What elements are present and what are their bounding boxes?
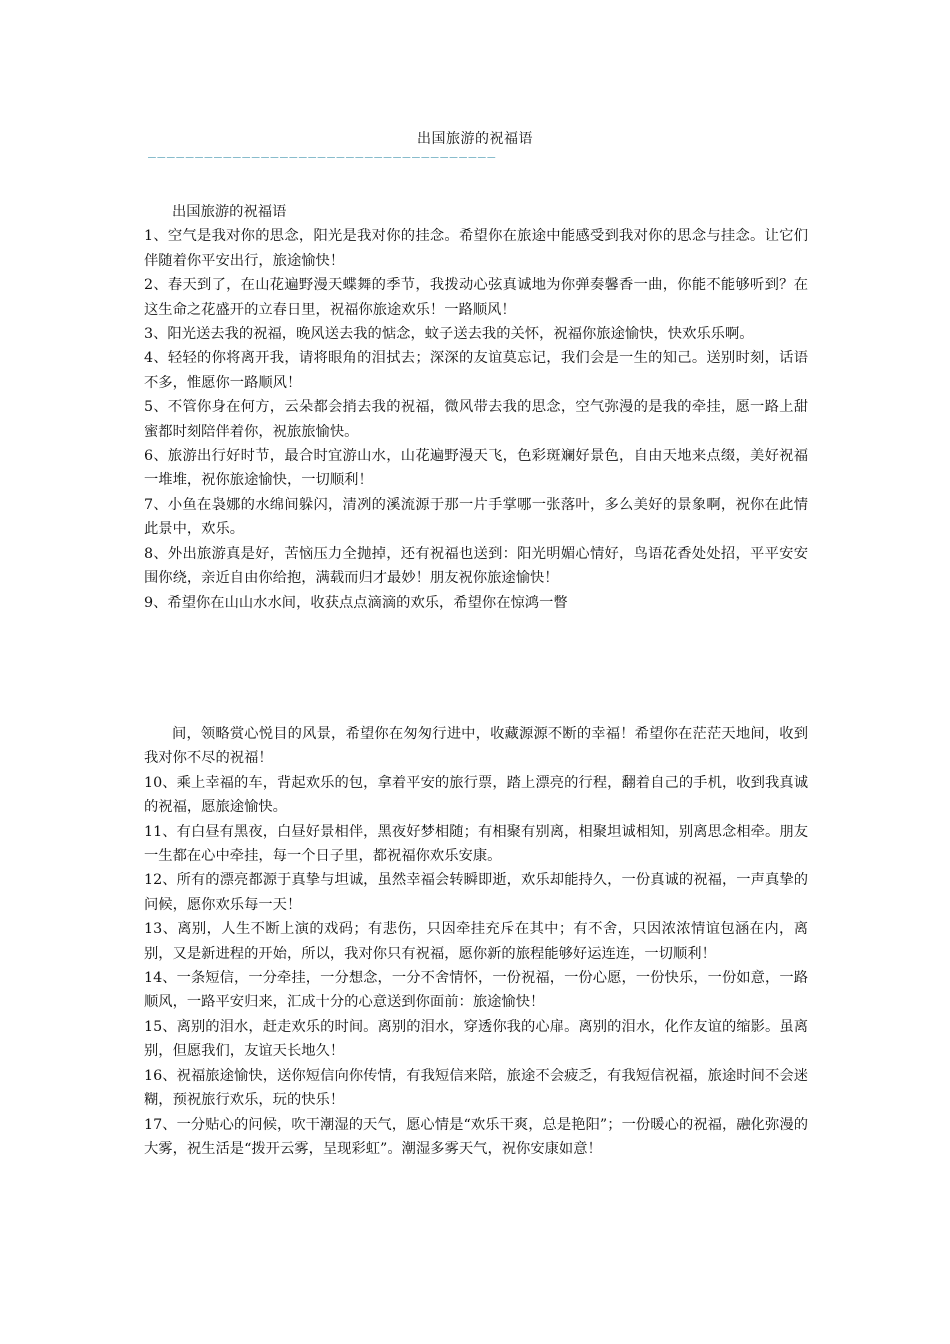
paragraph-7: 7、小鱼在袅娜的水绵间躲闪，清冽的溪流源于那一片手掌哪一张落叶，多么美好的景象啊，祝你在此情此景中，欢乐。 — [144, 496, 808, 538]
paragraph-5: 5、不管你身在何方，云朵都会捎去我的祝福，微风带去我的思念，空气弥漫的是我的牵挂，愿一路上甜蜜都时刻陪伴着你，祝旅旅愉快。 — [144, 399, 808, 440]
paragraph-16: 16、祝福旅途愉快，送你短信向你传情，有我短信来陪，旅途不会疲乏，有我短信祝福，旅途时间不会迷糊，预祝旅行欢乐，玩的快乐！ — [144, 1067, 808, 1109]
paragraph-1: 1、空气是我对你的思念，阳光是我对你的挂念。希望你在旅途中能感受到我对你的思念与挂念。让它们伴随着你平安出行，旅途愉快！ — [144, 228, 808, 269]
paragraph-15: 15、离别的泪水，赶走欢乐的时间。离别的泪水，穿透你我的心扉。离别的泪水，化作友谊的缩影。虽离别，但愿我们，友谊天长地久！ — [144, 1018, 808, 1060]
paragraph-13: 13、离别，人生不断上演的戏码；有悲伤，只因牵挂充斥在其中；有不舍，只因浓浓情谊包涵在内，离别，又是新进程的开始，所以，我对你只有祝福，愿你新的旅程能够好运连连，一切顺利！ — [144, 921, 808, 962]
document-title: 出国旅游的祝福语 — [417, 131, 533, 147]
paragraph-9: 9、希望你在山山水水间，收获点点滴滴的欢乐，希望你在惊鸿一瞥 — [144, 594, 568, 611]
paragraph-2: 2、春天到了，在山花遍野漫天蝶舞的季节，我拨动心弦真诚地为你弹奏馨香一曲，你能不能够听到？在这生命之花盛开的立春日里，祝福你旅途欢乐！一路顺风！ — [144, 277, 808, 318]
paragraph-9-continued: 间，领略赏心悦目的风景，希望你在匆匆行进中，收藏源源不断的幸福！希望你在茫茫天地间，收到我对你不尽的祝福！ — [144, 726, 808, 767]
paragraph-4: 4、轻轻的你将离开我，请将眼角的泪拭去；深深的友谊莫忘记，我们会是一生的知己。送别时刻，话语不多，惟愿你一路顺风！ — [144, 350, 808, 391]
title-divider: ————————————————————————————————————— — [148, 150, 497, 165]
paragraph-14: 14、一条短信，一分牵挂，一分想念，一分不舍情怀，一份祝福，一份心愿，一份快乐，一份如意，一路顺风，一路平安归来，汇成十分的心意送到你面前：旅途愉快！ — [144, 970, 808, 1011]
content-block-2 — [144, 722, 808, 1161]
paragraph-12: 12、所有的漂亮都源于真挚与坦诚，虽然幸福会转瞬即逝，欢乐却能持久，一份真诚的祝福，一声真挚的问候，愿你欢乐每一天！ — [144, 872, 808, 913]
paragraph-17: 17、一分贴心的问候，吹干潮湿的天气，愿心情是“欢乐干爽，总是艳阳”；一份暖心的祝福，融化弥漫的大雾，祝生活是“拨开云雾，呈现彩虹”。潮湿多雾天气，祝你安康如意！ — [144, 1116, 808, 1157]
paragraph-11: 11、有白昼有黑夜，白昼好景相伴，黑夜好梦相随；有相聚有别离，相聚坦诚相知，别离思念相牵。朋友一生都在心中牵挂，每一个日子里，都祝福你欢乐安康。 — [144, 823, 808, 865]
section-heading: 出国旅游的祝福语 — [172, 204, 287, 220]
paragraph-10: 10、乘上幸福的车，背起欢乐的包，拿着平安的旅行票，踏上漂亮的行程，翻着自己的手机，收到我真诚的祝福，愿旅途愉快。 — [144, 774, 808, 816]
paragraph-3: 3、阳光送去我的祝福，晚风送去我的惦念，蚊子送去我的关怀，祝福你旅途愉快，快欢乐乐啊。 — [144, 326, 754, 343]
paragraph-8: 8、外出旅游真是好，苦恼压力全抛掉，还有祝福也送到：阳光明媚心情好，鸟语花香处处招，平平安安围你绕，亲近自由你给抱，满载而归才最妙！朋友祝你旅途愉快！ — [144, 545, 808, 587]
paragraph-6: 6、旅游出行好时节，最合时宜游山水，山花遍野漫天飞，色彩斑斓好景色，自由天地来点缀，美好祝福一堆堆，祝你旅途愉快，一切顺利！ — [144, 448, 808, 489]
content-block-1 — [144, 200, 808, 615]
